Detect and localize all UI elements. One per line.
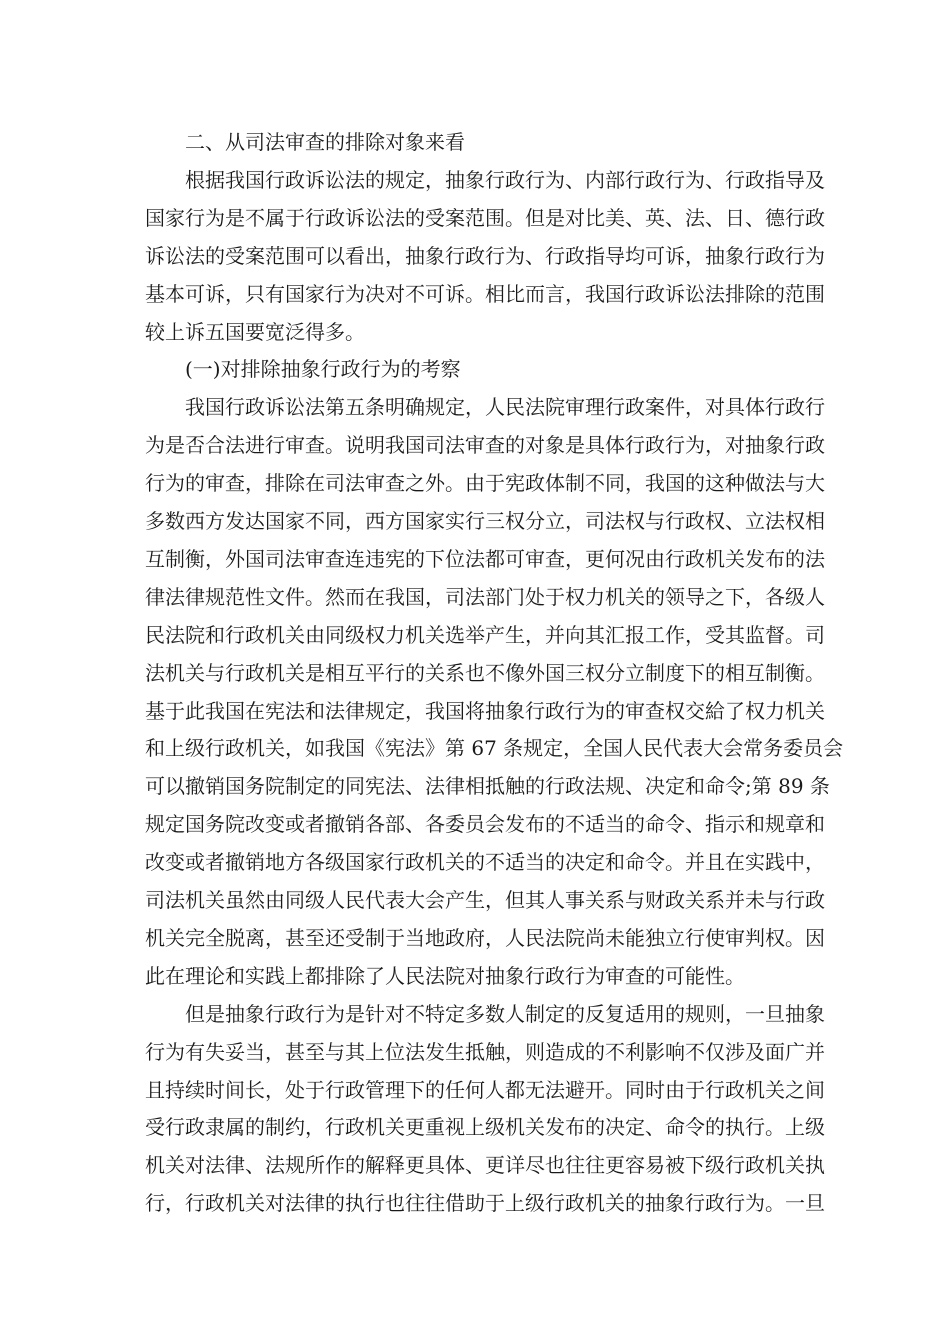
text-line: 但是抽象行政行为是针对不特定多数人制定的反复适用的规则，一旦抽象 — [185, 1001, 825, 1026]
text-line: 民法院和行政机关由同级权力机关选举产生，并向其汇报工作，受其监督。司 — [145, 622, 825, 647]
text-line: 多数西方发达国家不同，西方国家实行三权分立，司法权与行政权、立法权相 — [145, 509, 825, 533]
text-line: 我国行政诉讼法第五条明确规定，人民法院审理行政案件，对具体行政行 — [185, 395, 825, 420]
text-line: 基于此我国在宪法和法律规定，我国将抽象行政行为的审查权交給了权力机关 — [145, 698, 825, 723]
text-line: 诉讼法的受案范围可以看出，抽象行政行为、行政指导均可诉，抽象行政行为 — [145, 243, 825, 268]
text-line: 法机关与行政机关是相互平行的关系也不像外国三权分立制度下的相互制衡。 — [145, 660, 825, 685]
text-line: 此在理论和实践上都排除了人民法院对抽象行政行为审查的可能性。 — [145, 963, 745, 988]
text-line: 较上诉五国要宽泛得多。 — [145, 319, 365, 344]
text-line: 律法律规范性文件。然而在我国，司法部门处于权力机关的领导之下，各级人 — [145, 584, 825, 609]
section-heading: 二、从司法审查的排除对象来看 — [185, 130, 465, 154]
text-line: 为是否合法进行审查。说明我国司法审查的对象是具体行政行为，对抽象行政 — [145, 433, 825, 458]
text-line: 机关完全脱离，甚至还受制于当地政府，人民法院尚未能独立行使审判权。因 — [145, 925, 825, 950]
text-line: 且持续时间长，处于行政管理下的任何人都无法避开。同时由于行政机关之间 — [145, 1077, 825, 1102]
text-line: 行，行政机关对法律的执行也往往借助于上级行政机关的抽象行政行为。一旦 — [145, 1191, 825, 1216]
text-line: 司法机关虽然由同级人民代表大会产生，但其人事关系与财政关系并未与行政 — [145, 888, 825, 912]
text-line: 基本可诉，只有国家行为决对不可诉。相比而言，我国行政诉讼法排除的范围 — [145, 281, 825, 306]
text-line: 国家行为是不属于行政诉讼法的受案范围。但是对比美、英、法、日、德行政 — [145, 205, 825, 230]
text-line: 互制衡，外国司法审查连违宪的下位法都可审查，更何况由行政机关发布的法 — [145, 546, 825, 571]
text-line: 改变或者撤销地方各级国家行政机关的不适当的决定和命令。并且在实践中， — [145, 850, 825, 875]
text-line: 受行政隶属的制约，行政机关更重视上级机关发布的决定、命令的执行。上级 — [145, 1115, 825, 1140]
text-line: 规定国务院改变或者撤销各部、各委员会发布的不适当的命令、指示和规章和 — [145, 812, 825, 837]
text-line: 行为的审查，排除在司法审查之外。由于宪政体制不同，我国的这种做法与大 — [145, 471, 825, 496]
text-line: 可以撤销国务院制定的同宪法、法律相抵触的行政法规、决定和命令;第 89 条 — [145, 774, 830, 799]
subsection-heading: (一)对排除抽象行政行为的考察 — [185, 357, 461, 382]
text-line: 机关对法律、法规所作的解释更具体、更详尽也往往更容易被下级行政机关执 — [145, 1153, 825, 1178]
text-line: 行为有失妥当，甚至与其上位法发生抵触，则造成的不利影响不仅涉及面广并 — [145, 1039, 825, 1064]
text-line: 根据我国行政诉讼法的规定，抽象行政行为、内部行政行为、行政指导及 — [185, 167, 825, 192]
text-line: 和上级行政机关，如我国《宪法》第 67 条规定，全国人民代表大会常务委员会 — [145, 736, 844, 761]
